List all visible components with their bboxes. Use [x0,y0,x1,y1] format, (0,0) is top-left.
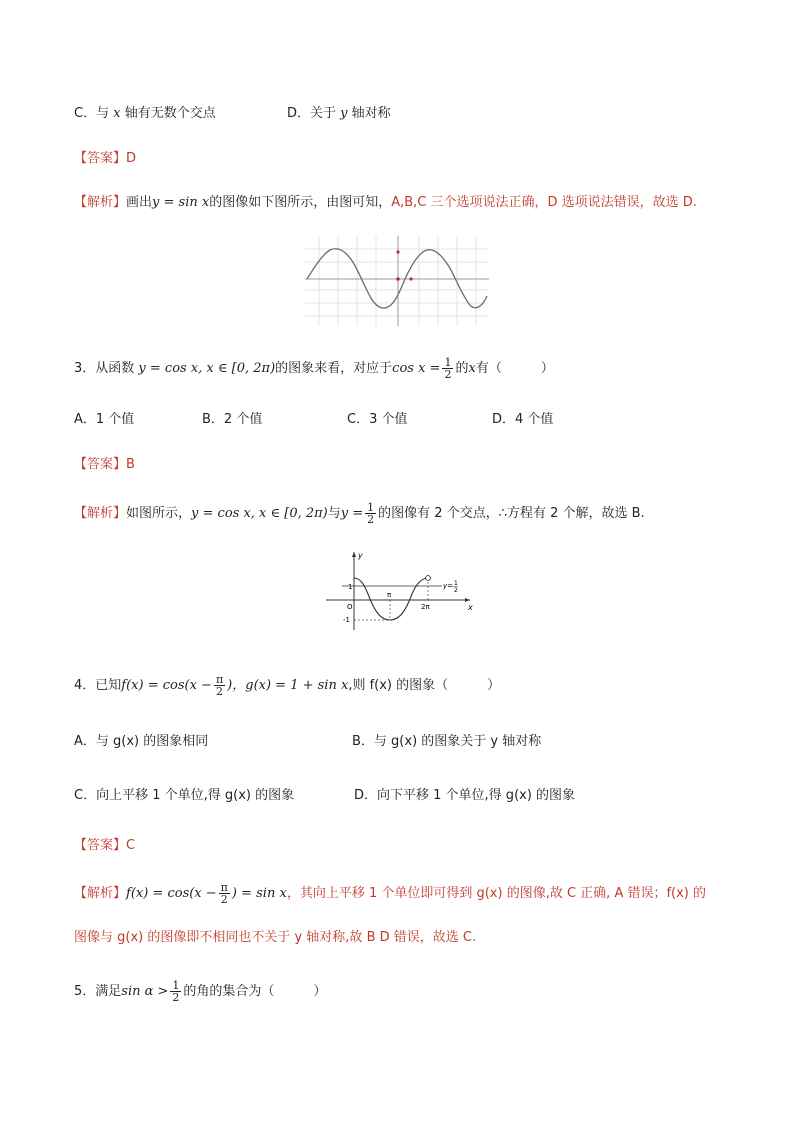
q4-analysis-line-1 [74,882,706,905]
q4-analysis-text-a: ，其向上平移 1 个单位即可得到 g(x) 的图像,故 C 正确, A 错误；f(x) 的 [286,886,707,901]
q3-line-frac-den: 2 [454,587,458,594]
q3-tick-one: 1 [348,583,353,591]
q2-option-d-label: D．关于 [287,106,337,121]
q4-analysis-f: f(x) = cos(x − [126,886,217,901]
q3-frac-den: 2 [444,368,452,381]
q2-option-c-label: C．与 [74,106,110,121]
q3-analysis-frac [365,502,376,525]
q2-option-c-text: 轴有无数个交点 [124,106,216,121]
q5-frac-num: 1 [172,979,180,992]
q3-analysis-frac-num: 1 [367,501,375,514]
q3-tail-b: 有（ ） [475,361,554,376]
answer-tag: 【答案】 [74,151,127,166]
q3-cos-curve [354,578,428,620]
answer-value: D [126,151,137,166]
answer-value: C [126,838,136,853]
q3-line-frac-num: 1 [454,580,458,587]
q2-analysis-text-a: 画出 [126,195,153,210]
q4-analysis-frac-num: π [220,881,228,894]
q3-analysis-func: y = cos x, x ∈ [0, 2π) [191,506,328,521]
q3-stem [74,357,554,380]
q3-analysis-y: y = [340,506,364,521]
q5-frac [170,980,181,1003]
q3-tick-pi: π [387,591,392,599]
q4-f-def: f(x) = cos(x − [121,678,212,693]
q4-analysis-frac-den: 2 [220,893,228,906]
q3-x-axis-label: x [468,603,473,612]
q3-func: y = cos x, x ∈ [0, 2π) [138,361,276,376]
q3-y-arrow [352,552,356,557]
q2-analysis [74,191,697,210]
q2-option-c [74,102,216,121]
q3-frac [442,357,453,380]
q4-option-d: D．向下平移 1 个单位,得 g(x) 的图象 [354,788,576,803]
q2-option-d [287,102,391,121]
q4-frac-den: 2 [216,685,224,698]
q3-frac-num: 1 [444,356,452,369]
q3-analysis-text-b: 与 [327,506,341,521]
q4-tail: ,则 f(x) 的图象（ ） [348,678,501,693]
q3-number: 3．从函数 [74,361,135,376]
q3-origin-label: O [347,603,353,611]
q4-number: 4．已知 [74,678,122,693]
analysis-tag: 【解析】 [74,506,127,521]
q3-answer [74,453,135,472]
q2-option-d-var: y [340,106,348,121]
q4-answer [74,834,135,853]
q5-tail: 的角的集合为（ ） [183,984,327,999]
q3-option-b: B．2 个值 [202,412,263,427]
q5-frac-den: 2 [172,991,180,1004]
q4-frac-num: π [215,673,224,686]
q3-analysis-text-a: 如图所示， [126,506,192,521]
q3-condition: cos x = [392,361,441,376]
q3-analysis-frac-den: 2 [367,513,375,526]
answer-tag: 【答案】 [74,457,127,472]
q3-text-mid: 的图象来看，对应于 [275,361,393,376]
q3-cos-graph [322,548,474,632]
q4-option-a: A．与 g(x) 的图象相同 [74,734,209,749]
q4-f-close: )， [227,678,246,693]
q3-tick-neg-one: -1 [343,616,350,624]
q2-point-zero [409,277,412,280]
q3-option-d: D．4 个值 [492,412,554,427]
q2-answer [74,147,136,166]
q4-analysis-frac [219,882,230,905]
q2-option-d-text: 轴对称 [351,106,391,121]
q4-frac [214,674,225,697]
q4-option-c: C．向上平移 1 个单位,得 g(x) 的图象 [74,788,295,803]
q4-g-def: g(x) = 1 + sin x [245,678,349,693]
q3-open-point [426,576,431,581]
q3-analysis-text-c: 的图像有 2 个交点，∴方程有 2 个解，故选 B. [378,506,645,521]
q3-tick-two-pi: 2π [421,603,430,611]
q3-line-label: y= [443,582,454,590]
q3-tail-var: x [468,361,476,376]
q5-stem [74,980,326,1003]
q2-point-max [396,250,399,253]
q2-analysis-text-b: 的图像如下图所示，由图可知， [209,195,392,210]
q3-option-a: A．1 个值 [74,412,135,427]
analysis-tag: 【解析】 [74,886,127,901]
q3-tail-a: 的 [455,361,469,376]
q3-x-arrow [465,598,470,602]
q5-condition: sin α > [121,984,169,999]
q3-option-c: C．3 个值 [347,412,408,427]
analysis-tag: 【解析】 [74,195,127,210]
q2-analysis-text-c: A,B,C 三个选项说法正确，D 选项说法错误，故选 D. [391,195,697,210]
q4-stem [74,674,500,697]
q3-analysis [74,502,645,525]
q5-number: 5．满足 [74,984,122,999]
q3-y-axis-label: y [358,551,363,560]
q4-analysis-line-2: 图像与 g(x) 的图像即不相同也不关于 y 轴对称,故 B D 错误，故选 C. [74,930,477,945]
answer-value: B [126,457,135,472]
q2-option-c-var: x [113,106,121,121]
q4-option-b: B．与 g(x) 的图象关于 y 轴对称 [352,734,542,749]
q4-analysis-f-close: ) = sin x [231,886,287,901]
q2-analysis-func: y = sin x [152,195,210,210]
answer-tag: 【答案】 [74,838,127,853]
q2-sine-graph [305,236,489,326]
q2-point-origin [396,277,400,281]
